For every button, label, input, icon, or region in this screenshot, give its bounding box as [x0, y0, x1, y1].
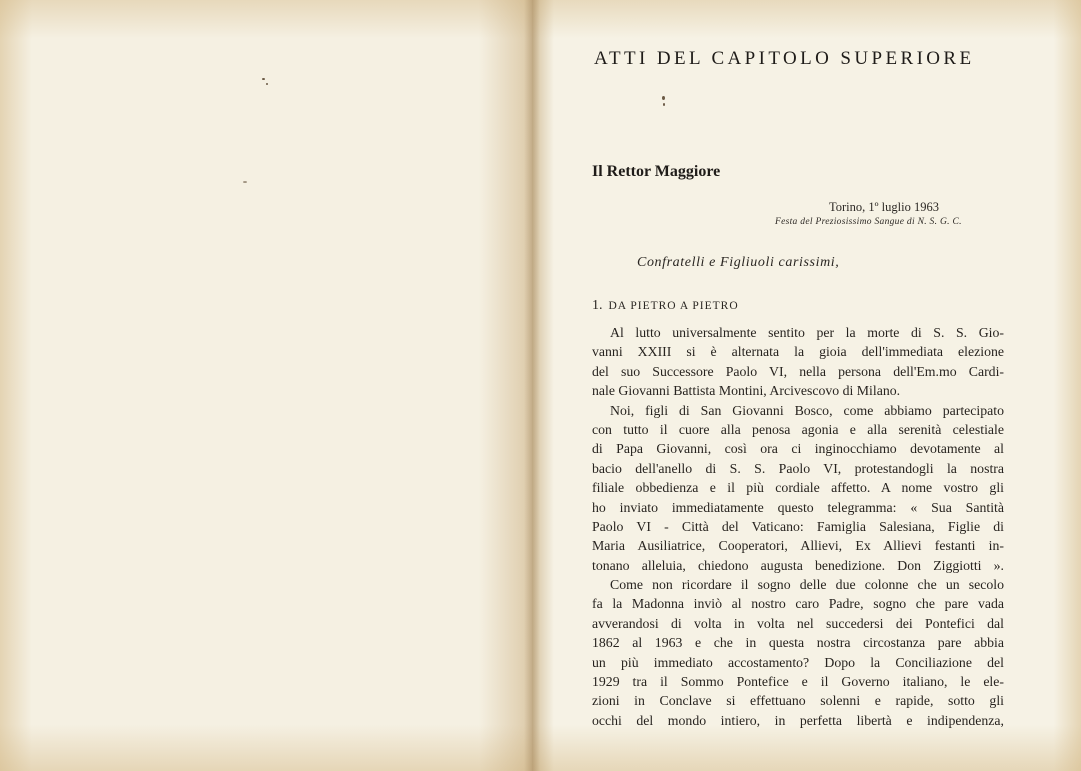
page-subtitle: Il Rettor Maggiore: [592, 163, 721, 180]
left-page-blank: [0, 0, 532, 771]
body-line: Paolo VI - Città del Vaticano: Famiglia Salesiana, Figlie di: [592, 518, 1004, 534]
body-line: Maria Ausiliatrice, Cooperatori, Allievi, Ex Allievi festanti in-: [592, 538, 1004, 554]
body-line: 1929 tra il Sommo Pontefice e il Governo italiano, le ele-: [592, 674, 1004, 690]
body-line: 1862 al 1963 e che in questa nostra circostanza pare abbia: [592, 635, 1004, 651]
section-title: ATTI DEL CAPITOLO SUPERIORE: [594, 48, 975, 69]
body-line: nale Giovanni Battista Montini, Arcivescovo di Milano.: [592, 383, 901, 399]
ink-speck: [243, 181, 247, 183]
section-heading: [592, 298, 739, 314]
feast-line: Festa del Preziosissimo Sangue di N. S. G. C.: [775, 217, 962, 227]
body-line: di Papa Giovanni, così ora ci inginocchiamo devotamente al: [592, 441, 1004, 457]
ink-speck: [266, 83, 268, 85]
body-line: occhi del mondo intiero, in perfetta libertà e indipendenza,: [592, 712, 1004, 728]
ink-speck: [663, 103, 665, 106]
body-line: avverandosi di volta in volta nel succedersi dei Pontefici dal: [592, 615, 1004, 631]
salutation: Confratelli e Figliuoli carissimi,: [637, 255, 840, 270]
body-line: vanni XXIII si è alternata la gioia dell'immediata elezione: [592, 344, 1004, 360]
body-line: Come non ricordare il sogno delle due colonne che un secolo: [610, 577, 1004, 593]
body-line: con tutto il cuore alla penosa agonia e alla serenità celestiale: [592, 421, 1004, 437]
body-line: zioni in Conclave si effettuano solenni e rapide, sotto gli: [592, 693, 1004, 709]
body-line: tonano alleluia, chiedono augusta benedizione. Don Ziggiotti ».: [592, 557, 1004, 573]
place-date: Torino, 1º luglio 1963: [829, 200, 939, 214]
body-line: fa la Madonna inviò al nostro caro Padre, sogno che pare vada: [592, 596, 1004, 612]
body-line: bacio dell'anello di S. S. Paolo VI, protestandogli la nostra: [592, 460, 1004, 476]
ink-speck: [662, 96, 665, 100]
body-line: ho inviato immediatamente questo telegramma: « Sua Santità: [592, 499, 1004, 515]
body-line: Noi, figli di San Giovanni Bosco, come abbiamo partecipato: [610, 402, 1004, 418]
section-heading-title: DA PIETRO A PIETRO: [608, 300, 739, 312]
section-number: 1.: [592, 298, 603, 313]
body-line: del suo Successore Paolo VI, nella persona dell'Em.mo Cardi-: [592, 363, 1004, 379]
body-text: [592, 323, 1004, 730]
body-line: un più immediato accostamento? Dopo la Conciliazione del: [592, 654, 1004, 670]
body-line: Al lutto universalmente sentito per la morte di S. S. Gio-: [610, 325, 1004, 340]
body-line: filiale obbedienza e il più cordiale affetto. A nome vostro gli: [592, 480, 1004, 496]
ink-speck: [262, 78, 265, 80]
book-gutter: [524, 0, 540, 771]
